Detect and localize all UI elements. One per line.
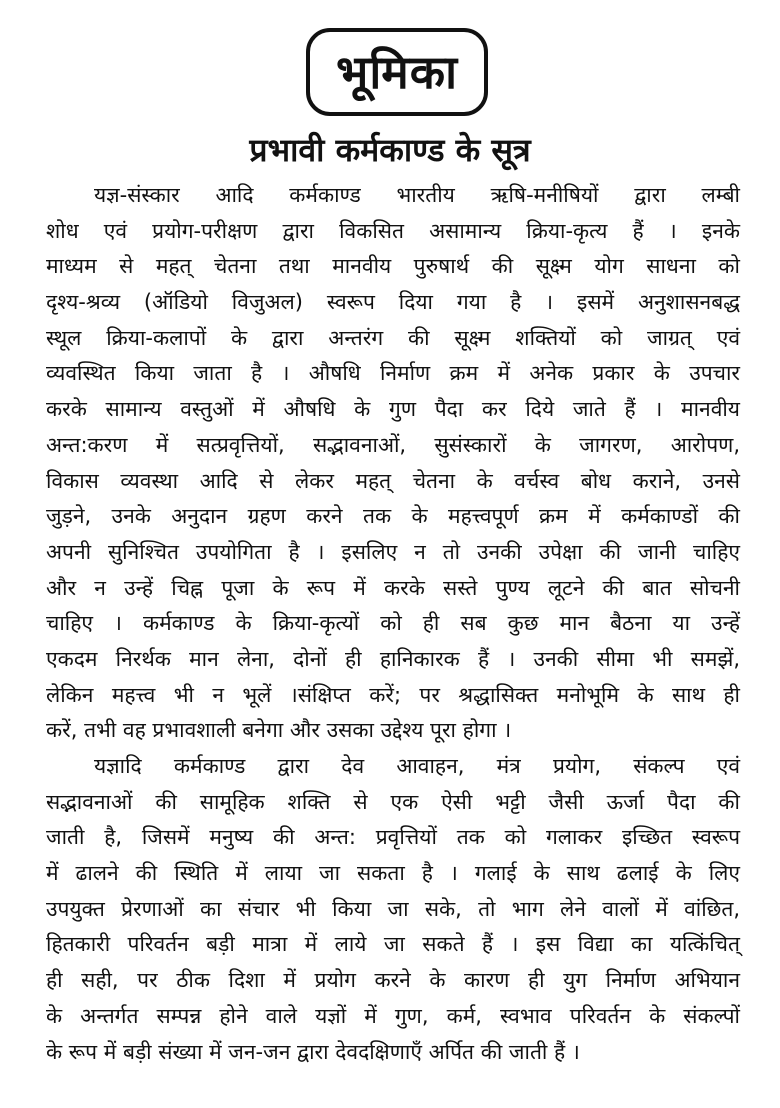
text-line: यज्ञादि कर्मकाण्ड द्वारा देव आवाहन, मंत्र प्रयोग, संकल्प एवं xyxy=(94,754,740,778)
page-heading: भूमिका xyxy=(335,45,458,99)
text-line: सद्भावनाओं की सामूहिक शक्ति से एक ऐसी भट्टी जैसी ऊर्जा पैदा की xyxy=(46,789,740,814)
heading-frame xyxy=(306,28,488,116)
text-line: व्यवस्थित किया जाता है । औषधि निर्माण क्रम में अनेक प्रकार के उपचार xyxy=(46,361,740,386)
text-line: शोध एवं प्रयोग-परीक्षण द्वारा विकसित असामान्य क्रिया-कृत्य हैं । इनके xyxy=(46,218,740,243)
text-line: जुड़ने, उनके अनुदान ग्रहण करने तक के महत्त्वपूर्ण क्रम में कर्मकाण्डों की xyxy=(46,504,740,529)
text-line: और न उन्हें चिह्न पूजा के रूप में करके सस्ते पुण्य लूटने की बात सोचनी xyxy=(46,575,740,600)
text-line: यज्ञ-संस्कार आदि कर्मकाण्ड भारतीय ऋषि-मनीषियों द्वारा लम्बी xyxy=(94,183,740,207)
text-line: हितकारी परिवर्तन बड़ी मात्रा में लाये जा सकते हैं । इस विद्या का यत्किंचित् xyxy=(46,932,740,957)
text-line: माध्यम से महत् चेतना तथा मानवीय पुरुषार्थ की सूक्ष्म योग साधना को xyxy=(46,254,740,279)
text-line: ही सही, पर ठीक दिशा में प्रयोग करने के कारण ही युग निर्माण अभियान xyxy=(46,968,740,993)
text-line: के अन्तर्गत सम्पन्न होने वाले यज्ञों में गुण, कर्म, स्वभाव परिवर्तन के संकल्पों xyxy=(46,1003,740,1028)
text-line: में ढालने की स्थिति में लाया जा सकता है । गलाई के साथ ढलाई के लिए xyxy=(46,861,740,886)
text-line: विकास व्यवस्था आदि से लेकर महत् चेतना के वर्चस्व बोध कराने, उनसे xyxy=(46,468,740,493)
text-line: करें, तभी वह प्रभावशाली बनेगा और उसका उद्देश्य पूरा होगा । xyxy=(46,718,512,743)
article-subtitle: प्रभावी कर्मकाण्ड के सूत्र xyxy=(249,131,531,169)
text-line: एकदम निरर्थक मान लेना, दोनों ही हानिकारक हैं । उनकी सीमा भी समझें, xyxy=(46,646,740,671)
text-line: स्थूल क्रिया-कलापों के द्वारा अन्तरंग की सूक्ष्म शक्तियों को जाग्रत् एवं xyxy=(46,325,740,350)
text-line: के रूप में बड़ी संख्या में जन-जन द्वारा देवदक्षिणाएँ अर्पित की जाती हैं । xyxy=(46,1039,580,1064)
text-line: अपनी सुनिश्चित उपयोगिता है । इसलिए न तो उनकी उपेक्षा की जानी चाहिए xyxy=(46,539,740,564)
text-line: अन्त:करण में सत्प्रवृत्तियों, सद्भावनाओं, सुसंस्कारों के जागरण, आरोपण, xyxy=(46,432,740,457)
text-line: करके सामान्य वस्तुओं में औषधि के गुण पैदा कर दिये जाते हैं । मानवीय xyxy=(46,397,740,422)
article-body xyxy=(46,178,740,1070)
text-line: लेकिन महत्त्व भी न भूलें ।संक्षिप्त करें; पर श्रद्धासिक्त मनोभूमि के साथ ही xyxy=(46,682,740,707)
text-line: चाहिए । कर्मकाण्ड के क्रिया-कृत्यों को ही सब कुछ मान बैठना या उन्हें xyxy=(46,611,740,636)
text-line: दृश्य-श्रव्य (ऑडियो विजुअल) स्वरूप दिया गया है । इसमें अनुशासनबद्ध xyxy=(46,290,740,315)
text-line: जाती है, जिसमें मनुष्य की अन्त: प्रवृत्तियों तक को गलाकर इच्छित स्वरूप xyxy=(46,825,740,850)
text-line: उपयुक्त प्रेरणाओं का संचार भी किया जा सके, तो भाग लेने वालों में वांछित, xyxy=(46,896,740,921)
